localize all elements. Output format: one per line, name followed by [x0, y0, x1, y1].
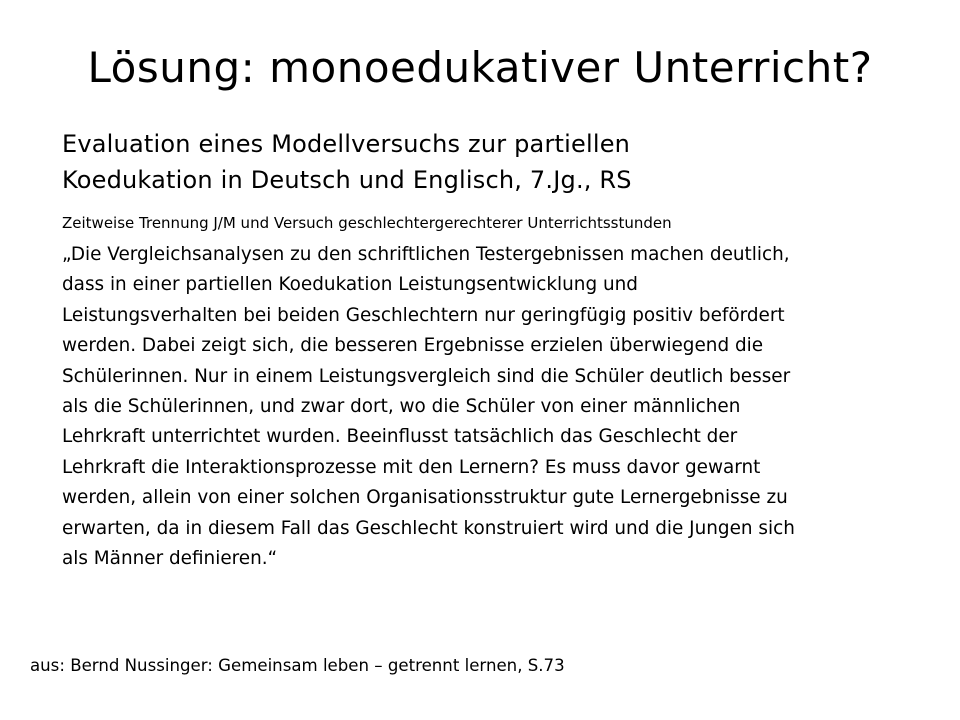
quote-line: Lehrkraft die Interaktionsprozesse mit den Lernern? Es muss davor gewarnt	[62, 456, 761, 478]
subtitle-line: Evaluation eines Modellversuchs zur partiellen	[62, 130, 631, 158]
subtitle-line: Koedukation in Deutsch und Englisch, 7.Jg., RS	[62, 166, 632, 194]
quote-line: Leistungsverhalten bei beiden Geschlechtern nur geringfügig positiv befördert	[62, 304, 785, 326]
quote-line: als die Schülerinnen, und zwar dort, wo die Schüler von einer männlichen	[62, 396, 741, 418]
quote-line: als Männer definieren.“	[62, 548, 278, 570]
quote-line: Lehrkraft unterrichtet wurden. Beeinflusst tatsächlich das Geschlecht der	[62, 426, 738, 448]
quote-line: Schülerinnen. Nur in einem Leistungsvergleich sind die Schüler deutlich besser	[62, 365, 791, 387]
slide-content	[62, 126, 942, 574]
quote-line: werden, allein von einer solchen Organisationsstruktur gute Lernergebnisse zu	[62, 487, 788, 509]
subtitle	[62, 126, 942, 198]
slide-title: Lösung: monoedukativer Unterricht?	[87, 43, 873, 92]
quote-line: werden. Dabei zeigt sich, die besseren Ergebnisse erzielen überwiegend die	[62, 335, 764, 357]
quote-block	[62, 240, 942, 574]
note-text: Zeitweise Trennung J/M und Versuch geschlechtergerechterer Unterrichtsstunden	[62, 214, 672, 232]
quote-line: erwarten, da in diesem Fall das Geschlecht konstruiert wird und die Jungen sich	[62, 517, 795, 539]
quote-line: dass in einer partiellen Koedukation Leistungsentwicklung und	[62, 274, 638, 296]
source-citation: aus: Bernd Nussinger: Gemeinsam leben – getrennt lernen, S.73	[30, 656, 565, 675]
quote-line: „Die Vergleichsanalysen zu den schriftlichen Testergebnissen machen deutlich,	[62, 244, 790, 265]
